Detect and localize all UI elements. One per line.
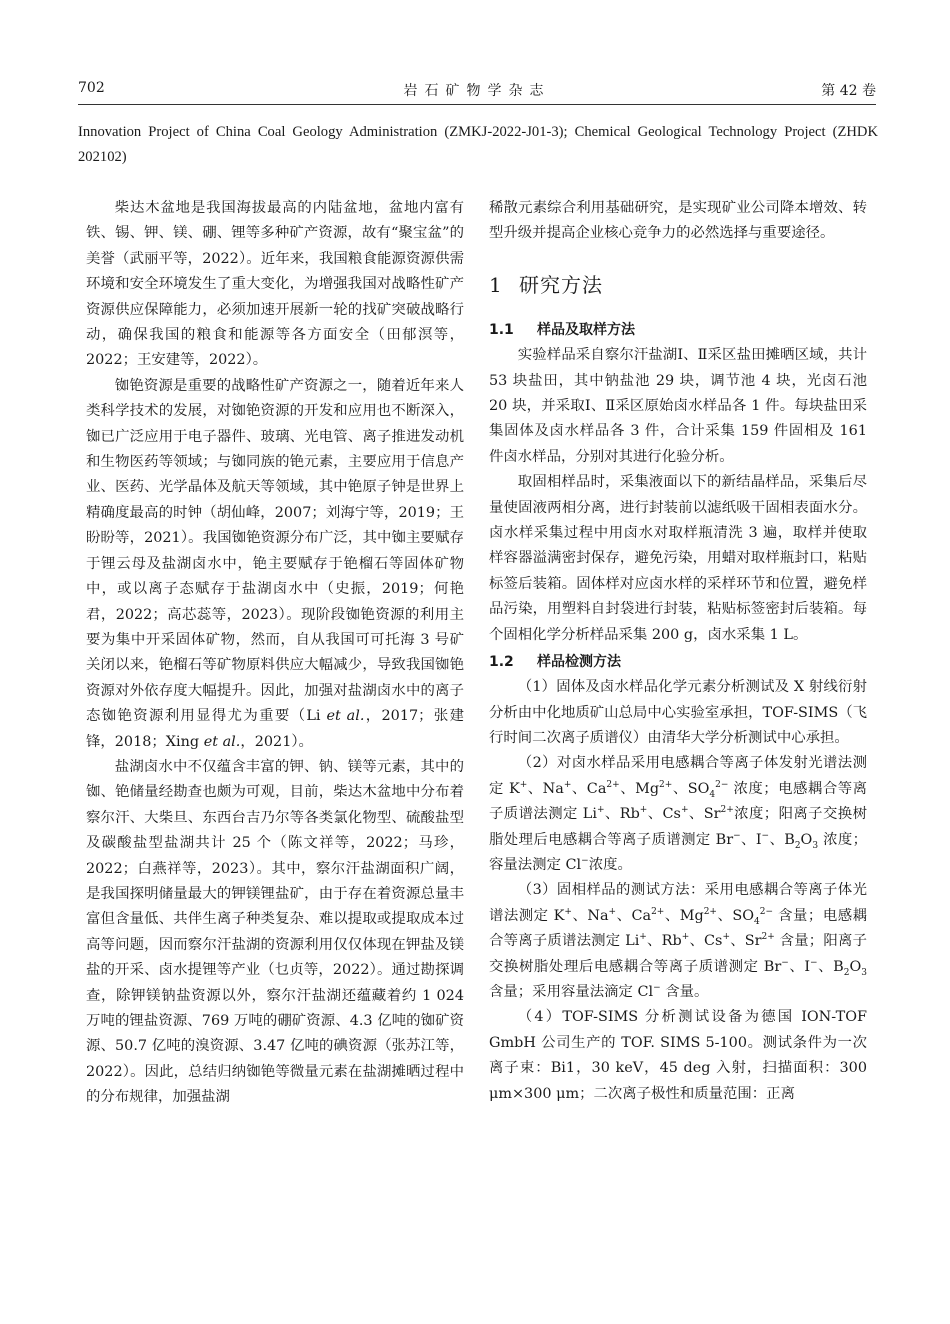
paragraph-method-4: （4）TOF-SIMS 分析测试设备为德国 ION-TOF GmbH 公司生产的 TOF. SIMS 5-100。测试条件为一次离子束：Bi1，30 keV，45 deg 入射，扫描面积：300 μm×300 μm；二次离子极性和质量范围：正离 (489, 1009, 867, 1102)
paragraph-method-3: （3）固相样品的测试方法：采用电感耦合等离子体光谱法测定 K+、Na+、$Ca^{2+}$、$Mg^{2+}$、$SO_4^{2-}$ 含量；电感耦合等离子质谱法测定 Li+、Rb+、Cs+、$Sr^{2+}$ 含量；阳离子交换树脂处理后电感耦合等离子质谱测定 Br−、I−、$B_2O_3$ 含量；采用容量法滴定 Cl− 含量。 (489, 882, 868, 1000)
paragraph-rb-cs-text: 铷铯资源是重要的战略性矿产资源之一，随着近年来人类科学技术的发展，对铷铯资源的开发和应用也不断深入，铷已广泛应用于电子器件、玻璃、光电管、离子推进发动机和生物医药等领域；与铷同族的铯元素，主要应用于信息产业、医药、光学晶体及航天等领域，其中铯原子钟是世界上精确度最高的时钟（胡仙峰，2007；刘海宁等，2019；王盼盼等，2021）。我国铷铯资源分布广泛，其中铷主要赋存于锂云母及盐湖卤水中，铯主要赋存于铯榴石等固体矿物中，或以离子态赋存于盐湖卤水中（史振，2019；何艳君，2022；高芯蕊等，2023）。现阶段铷铯资源的利用主要为集中开采固体矿物，然而，自从我国可可托海 3 号矿关闭以来，铯榴石等矿物原料供应大幅减少，导致我国铷铯资源对外依存度大幅提升。因此，加强对盐湖卤水中的离子态铷铯资源利用显得尤为重要（Li (86, 377, 464, 725)
subsection-title: 样品检测方法 (537, 654, 621, 671)
paragraph-method-2: （2）对卤水样品采用电感耦合等离子体发射光谱法测定 K+、Na+、$Ca^{2+}$、$Mg^{2+}$、$SO_4^{2-}$ 浓度；电感耦合等离子质谱法测定 Li+、Rb+、Cs+、$Sr^{2+}$浓度；阳离子交换树脂处理后电感耦合等离子质谱测定 Br−、I−、$B_2O_3$ 浓度；容量法测定 Cl−浓度。 (489, 755, 868, 873)
subsection-number: 1.1 (489, 322, 514, 339)
paragraph-sampling: 取固相样品时，采集液面以下的新结晶样品，采集后尽量使固液两相分离，进行封装前以滤纸吸干固相表面水分。卤水样采集过程中用卤水对取样瓶清洗 3 遍，取样并使取样容器溢满密封保存，避免污染，用蜡对取样瓶封口，粘贴标签后装箱。固体样对应卤水样的采样环节和位置，避免样品污染，用塑料自封袋进行封装，粘贴标签密封后装箱。每个固相化学分析样品采集 200 g，卤水采集 1 L。 (489, 474, 867, 643)
text: 浓度；容量法测定 Cl (489, 831, 868, 873)
paragraph-intro: 柴达木盆地是我国海拔最高的内陆盆地，盆地内富有铁、锡、钾、镁、硼、锂等多种矿产资源，故有“聚宝盆”的美誉（武丽平等，2022）。近年来，我国粮食能源资源供需环境和安全环境发生了重大变化，为增强我国对战略性矿产资源供应保障能力，必须加速开展新一轮的找矿突破战略行动，确保我国的粮食和能源等各方面安全（田郁溟等，2022；王安建等，2022）。 (86, 200, 464, 369)
text: 浓度；阳离子交换树脂处理后电感耦合等离子质谱测定 Br (489, 806, 867, 848)
paragraph-method-1: （1）固体及卤水样品化学元素分析测试及 X 射线衍射分析由中化地质矿山总局中心实验室承担，TOF-SIMS（飞行时间二次离子质谱仪）由清华大学分析测试中心承担。 (489, 679, 867, 746)
left-column (86, 196, 464, 1111)
paragraph-continued: 稀散元素综合利用基础研究，是实现矿业公司降本增效、转型升级并提高企业核心竞争力的必然选择与重要途径。 (489, 200, 867, 242)
subsection-heading-1-2 (489, 650, 867, 675)
et-al: et al. (203, 733, 241, 750)
section-number: 1 (489, 272, 503, 297)
paragraph-samples: 实验样品采自察尔汗盐湖Ⅰ、Ⅱ采区盐田摊晒区域，共计 53 块盐田，其中钠盐池 29 块，调节池 4 块，光卤石池 20 块，并采取Ⅰ、Ⅱ采区原始卤水样品各 1 件。每块盐田采集固体及卤水样品各 3 件，合计采集 159 件固相及 161 件卤水样品，分别对其进行化验分析。 (489, 347, 867, 465)
text: 含量；电感耦合等离子质谱法测定 Li (489, 907, 867, 950)
text: 含量；采用容量法滴定 Cl (489, 983, 654, 1000)
section-title: 研究方法 (519, 272, 603, 297)
text: 含量。 (665, 983, 709, 1000)
paragraph-rb-cs (86, 374, 464, 755)
page-number: 702 (78, 80, 105, 96)
citation-text: ，2021）。 (240, 733, 313, 750)
text: 浓度；电感耦合等离子质谱法测定 Li (489, 780, 868, 823)
subsection-heading-1-1 (489, 318, 867, 343)
subsection-title: 样品及取样方法 (537, 322, 635, 339)
text: 含量；阳离子交换树脂处理后电感耦合等离子质谱测定 Br (489, 933, 867, 975)
paragraph-salt-lake: 盐湖卤水中不仅蕴含丰富的钾、钠、镁等元素，其中的铷、铯储量经勘查也颇为可观，目前，柴达木盆地中分布着察尔汗、大柴旦、东西台吉乃尔等各类氯化物型、硫酸盐型及碳酸盐型盐湖共计 25 个（陈文祥等，2022；马珍，2022；白燕祥等，2023）。其中，察尔汗盐湖面积广阔，是我国探明储量最大的钾镁锂盐矿，由于存在着资源总量丰富但含量低、共伴生离子种类复杂、难以提取或提取成本过高等问题，因而察尔汗盐湖的资源利用仅仅体现在钾盐及镁盐的开采、卤水提锂等产业（乜贞等，2022）。通过勘探调查，除钾镁钠盐资源以外，察尔汗盐湖还蕴藏着约 1 024 万吨的锂盐资源、769 万吨的硼矿资源、4.3 亿吨的铷矿资源、50.7 亿吨的溴资源、3.47 亿吨的碘资源（张苏江等，2022）。因此，总结归纳铷铯等微量元素在盐湖摊晒过程中的分布规律，加强盐湖 (86, 758, 464, 1106)
running-header (78, 78, 876, 105)
text: 浓度。 (588, 856, 632, 873)
citation-text: ，2017；张建锋，2018；Xing (86, 708, 465, 750)
funding-statement: Innovation Project of China Coal Geology Administration (ZMKJ-2022-J01-3); Chemical Geological Technology Project (ZHDK 202102) (78, 124, 878, 165)
volume-label: 第 42 卷 (821, 83, 876, 99)
right-column (489, 196, 867, 1107)
text: （2）对卤水样品采用电感耦合等离子体发射光谱法测定 K (489, 755, 867, 797)
subsection-number: 1.2 (489, 654, 514, 671)
section-heading-1 (489, 273, 867, 298)
journal-title: 岩石矿物学杂志 (403, 83, 551, 99)
text: （3）固相样品的测试方法：采用电感耦合等离子体光谱法测定 K (489, 882, 867, 924)
et-al: et al. (326, 708, 365, 725)
